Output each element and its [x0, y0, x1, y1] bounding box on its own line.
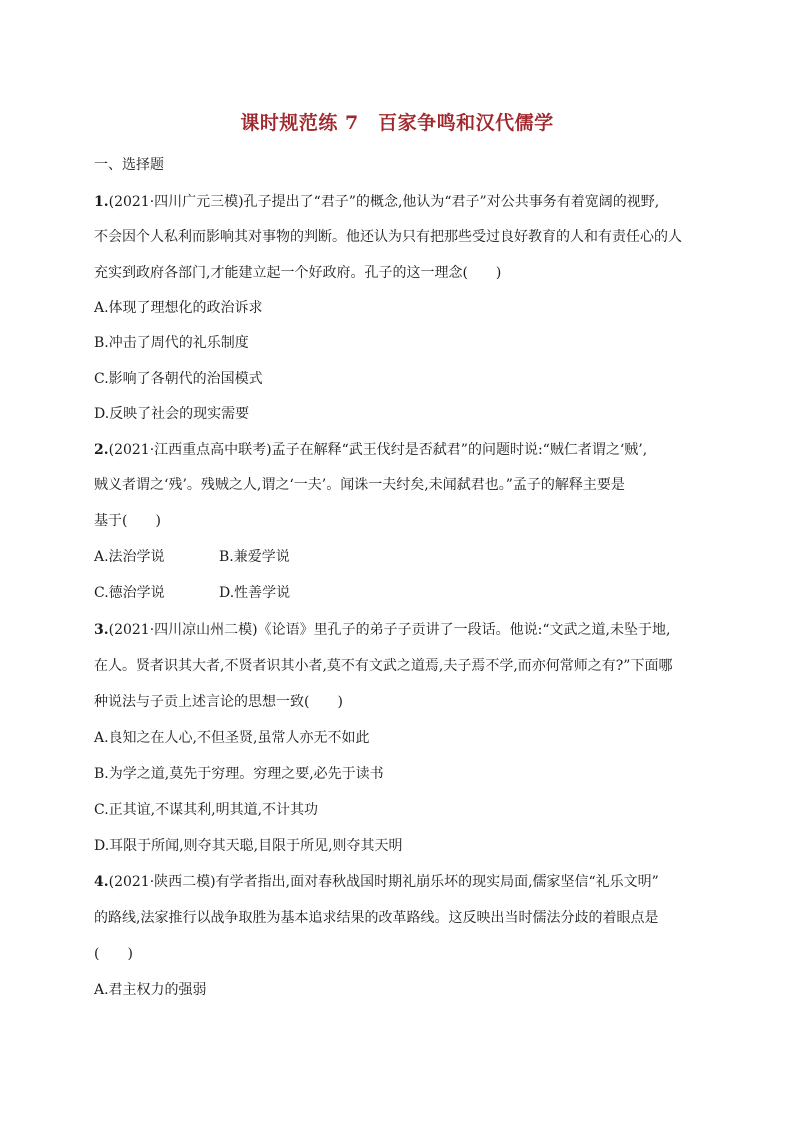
q2-options-row-2	[94, 583, 291, 603]
q4-line-3: ( )	[94, 946, 133, 962]
q1-line-2: 不会因个人私利而影响其对事物的判断。他还认为只有把那些受过良好教育的人和有责任心的人	[94, 229, 682, 245]
q1-option-c: C.影响了各朝代的治国模式	[94, 371, 263, 387]
q3-option-b: B.为学之道,莫先于穷理。穷理之要,必先于读书	[94, 766, 384, 782]
q1-option-d: D.反映了社会的现实需要	[94, 406, 250, 422]
page-title: 课时规范练 7 百家争鸣和汉代儒学	[240, 112, 554, 134]
q2-option-a: A.法治学说	[94, 549, 165, 565]
q1-option-a: A.体现了理想化的政治诉求	[94, 300, 263, 316]
q1-line-1: 1.(2021·四川广元三模)孔子提出了“君子”的概念,他认为“君子”对公共事务有着宽阔的视野,	[94, 194, 660, 210]
q4-number: 4.	[94, 874, 109, 890]
q3-line-2: 在人。贤者识其大者,不贤者识其小者,莫不有文武之道焉,夫子焉不学,而亦何常师之有?”下面哪	[94, 658, 673, 674]
section-heading: 一、选择题	[94, 157, 164, 173]
q2-option-c: C.德治学说	[94, 585, 165, 601]
q2-line-2: 贼义者谓之‘残’。残贼之人,谓之‘一夫’。闻诛一夫纣矣,未闻弑君也。”孟子的解释主要是	[94, 477, 625, 493]
q2-options-row-1	[94, 547, 290, 567]
q3-line-3: 种说法与子贡上述言论的思想一致( )	[94, 694, 343, 710]
q4-line-2: 的路线,法家推行以战争取胜为基本追求结果的改革路线。这反映出当时儒法分歧的着眼点是	[94, 910, 659, 926]
q3-option-d: D.耳限于所闻,则夺其天聪,目限于所见,则夺其天明	[94, 838, 403, 854]
q2-line-1: 2.(2021·江西重点高中联考)孟子在解释“武王伐纣是否弑君”的问题时说:“贼仁者谓之‘贼’,	[94, 442, 648, 458]
q2-line-3: 基于( )	[94, 513, 161, 529]
q3-number: 3.	[94, 622, 109, 638]
q1-option-b: B.冲击了周代的礼乐制度	[94, 335, 249, 351]
q3-line-1: 3.(2021·四川凉山州二模)《论语》里孔子的弟子子贡讲了一段话。他说:“文武之道,未坠于地,	[94, 622, 671, 638]
q1-line-3: 充实到政府各部门,才能建立起一个好政府。孔子的这一理念( )	[94, 265, 502, 281]
q2-number: 2.	[94, 442, 109, 458]
q2-option-b: B.兼爱学说	[219, 549, 290, 565]
q3-option-a: A.良知之在人心,不但圣贤,虽常人亦无不如此	[94, 730, 370, 746]
q1-number: 1.	[94, 194, 109, 210]
q2-option-d: D.性善学说	[219, 585, 291, 601]
q4-line-1: 4.(2021·陕西二模)有学者指出,面对春秋战国时期礼崩乐坏的现实局面,儒家坚信“礼乐文明”	[94, 874, 659, 890]
q4-option-a: A.君主权力的强弱	[94, 982, 207, 998]
q3-option-c: C.正其谊,不谋其利,明其道,不计其功	[94, 802, 319, 818]
